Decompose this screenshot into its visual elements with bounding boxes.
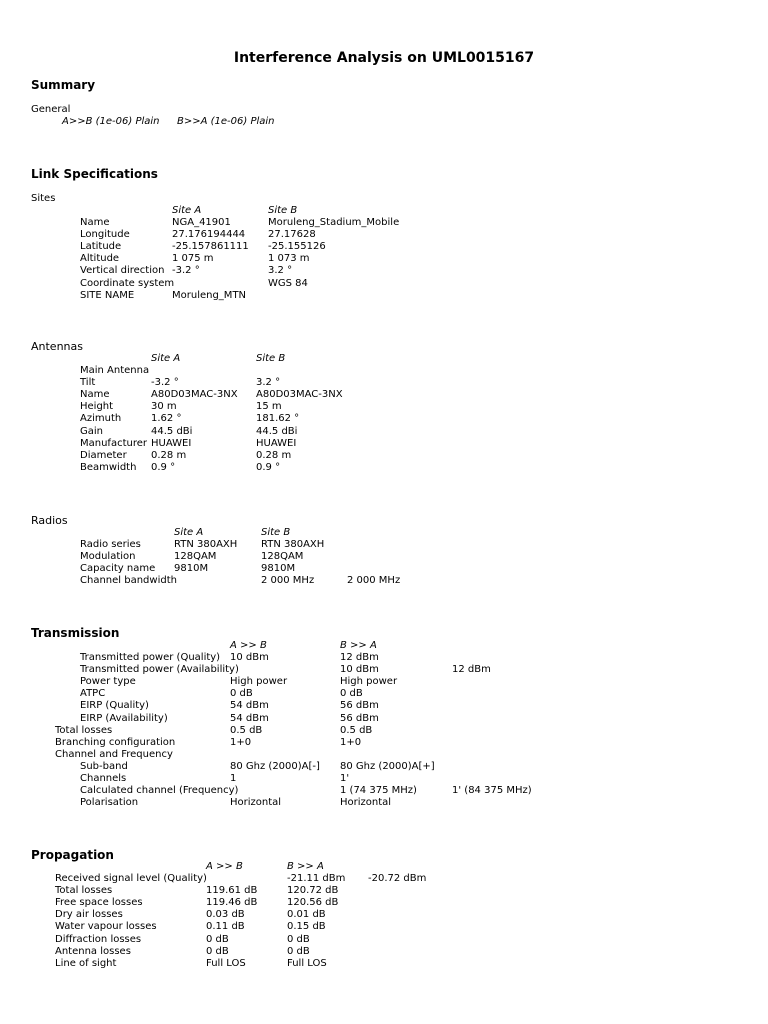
radios-row-b: 2 000 MHz [261,575,315,587]
sites-row-b: 27.17628 [268,229,316,241]
propagation-col-ab: A >> B [206,861,243,872]
sites-heading: Sites [31,193,56,204]
transmission-row-ba: 1 (74 375 MHz) [340,785,417,797]
antennas-col-a: Site A [151,353,181,364]
antennas-row-a: 0.9 ° [151,461,176,473]
antennas-row-label: Main Antenna [80,365,150,376]
transmission-row-ab: 54 dBm [230,712,269,724]
radios-col-a: Site A [174,527,204,538]
propagation-row-ba: 0.01 dB [287,909,326,921]
sites-row-label: Longitude [80,229,130,241]
transmission-row-label: Channels [80,773,127,784]
antennas-row-label: Height [80,401,114,413]
propagation-row-label: Received signal level (Quality) [55,873,207,884]
transmission-row-ab: High power [230,676,288,688]
transmission-row-label: Channel and Frequency [55,748,173,760]
general-label: General [31,104,71,115]
radios-row-b: RTN 380AXH [261,539,325,550]
antennas-row-b: 0.9 ° [256,461,281,473]
transmission-row-ab: 1 [230,773,237,784]
transmission-row-ab: 10 dBm [230,652,269,663]
antennas-row-label: Manufacturer [80,437,147,449]
sites-row-b: 3.2 ° [268,265,293,277]
radios-row-label: Capacity name [80,563,156,575]
propagation-row-label: Water vapour losses [55,921,157,933]
transmission-row-ab: 54 dBm [230,700,269,712]
sites-row-b: 1 073 m [268,253,310,265]
link-spec-heading: Link Specifications [31,167,158,181]
propagation-row-ba: 0 dB [287,945,310,957]
sites-row-b: WGS 84 [268,277,308,289]
propagation-row-label: Dry air losses [55,909,123,921]
propagation-row-ab: 119.61 dB [206,885,258,897]
propagation-row-extra: -20.72 dBm [368,873,427,884]
antennas-row-label: Azimuth [80,413,122,425]
antennas-col-b: Site B [256,353,286,364]
propagation-row-ab: 0.03 dB [206,909,245,921]
transmission-row-label: Total losses [55,724,113,736]
antennas-row-b: 0.28 m [256,449,292,461]
radios-row-c: 2 000 MHz [347,575,401,587]
radios-row-label: Radio series [80,539,141,550]
propagation-row-ba: 120.72 dB [287,885,339,897]
antennas-row-label: Beamwidth [80,461,137,473]
transmission-row-ba: 0 dB [340,688,363,700]
transmission-row-ba: 0.5 dB [340,724,373,736]
sites-row-a: -25.157861111 [172,241,249,253]
transmission-row-extra: 1' (84 375 MHz) [452,785,532,797]
transmission-row-ab: 80 Ghz (2000)A[-] [230,760,320,772]
transmission-row-ba: 12 dBm [340,652,379,663]
page-title: Interference Analysis on UML0015167 [233,50,535,66]
summary-ba: B>>A (1e-06) Plain [177,116,275,127]
antennas-row-a: -3.2 ° [151,377,179,389]
propagation-row-ba: -21.11 dBm [287,873,346,884]
transmission-row-ba: High power [340,676,398,688]
transmission-row-ba: 1+0 [340,736,362,748]
radios-row-b: 128QAM [261,551,304,563]
sites-row-label: Name [80,217,110,228]
transmission-row-ab: 1+0 [230,736,252,748]
transmission-row-ba: 10 dBm [340,664,379,676]
propagation-row-ab: 0.11 dB [206,921,245,933]
sites-row-label: Altitude [80,253,120,265]
transmission-row-label: Transmitted power (Availability) [80,664,239,676]
antennas-row-label: Diameter [80,449,127,461]
propagation-row-ba: 0.15 dB [287,921,326,933]
propagation-row-ab: 0 dB [206,933,229,945]
propagation-row-label: Free space losses [55,897,143,909]
propagation-row-ba: 120.56 dB [287,897,339,909]
antennas-row-label: Tilt [80,377,96,389]
radios-heading: Radios [31,514,68,527]
sites-row-a: 27.176194444 [172,229,246,241]
antennas-row-a: 1.62 ° [151,413,182,425]
sites-row-label: Vertical direction [80,265,165,277]
sites-row-a: Moruleng_MTN [172,289,247,301]
transmission-row-ba: 56 dBm [340,700,379,712]
sites-row-label: Latitude [80,241,122,253]
antennas-row-a: A80D03MAC-3NX [151,389,238,401]
propagation-row-ab: 0 dB [206,945,229,957]
radios-row-a: 128QAM [174,551,217,563]
antennas-row-a: 30 m [151,401,177,413]
radios-row-b: 9810M [261,563,296,575]
antennas-row-a: 0.28 m [151,449,187,461]
sites-row-a: -3.2 ° [172,265,200,277]
sites-row-a: NGA_41901 [172,217,231,228]
radios-row-label: Modulation [80,551,136,563]
transmission-row-extra: 12 dBm [452,664,491,676]
sites-row-b: Moruleng_Stadium_Mobile [268,217,400,228]
propagation-row-ab: Full LOS [206,957,246,969]
antennas-row-b: A80D03MAC-3NX [256,389,343,401]
propagation-row-label: Antenna losses [55,945,131,957]
antennas-row-a: 44.5 dBi [151,425,193,437]
transmission-row-ba: 80 Ghz (2000)A[+] [340,760,435,772]
transmission-row-label: Sub-band [80,760,128,772]
transmission-row-label: ATPC [80,688,106,700]
antennas-row-b: 3.2 ° [256,377,281,389]
antennas-row-b: 15 m [256,401,282,413]
propagation-row-ab: 119.46 dB [206,897,258,909]
transmission-row-label: Calculated channel (Frequency) [80,785,239,797]
transmission-row-label: EIRP (Quality) [80,700,149,712]
antennas-row-label: Gain [80,425,103,437]
transmission-row-ba: 1' [340,773,350,784]
antennas-row-a: HUAWEI [151,437,192,449]
propagation-row-ba: Full LOS [287,957,327,969]
transmission-row-ab: 0 dB [230,688,253,700]
radios-row-a: 9810M [174,563,209,575]
radios-col-b: Site B [261,527,291,538]
transmission-row-label: EIRP (Availability) [80,712,168,724]
sites-col-a: Site A [172,205,202,216]
transmission-row-ab: 0.5 dB [230,724,263,736]
sites-row-label: Coordinate system [80,277,175,289]
transmission-row-ba: Horizontal [340,797,392,809]
radios-row-label: Channel bandwidth [80,575,177,587]
propagation-heading: Propagation [31,848,114,862]
sites-row-a: 1 075 m [172,253,214,265]
antennas-row-b: HUAWEI [256,437,297,449]
transmission-row-ba: 56 dBm [340,712,379,724]
transmission-row-ab: Horizontal [230,797,282,809]
propagation-row-ba: 0 dB [287,933,310,945]
sites-col-b: Site B [268,205,298,216]
transmission-col-ab: A >> B [230,640,267,651]
summary-heading: Summary [31,78,96,92]
propagation-row-label: Total losses [55,885,113,897]
transmission-row-label: Power type [80,676,136,688]
antennas-row-label: Name [80,389,110,401]
sites-row-b: -25.155126 [268,241,326,253]
radios-row-a: RTN 380AXH [174,539,238,550]
transmission-row-label: Branching configuration [55,736,176,748]
summary-ab: A>>B (1e-06) Plain [62,116,160,127]
propagation-row-label: Line of sight [55,957,117,969]
transmission-row-label: Polarisation [80,797,139,809]
transmission-heading: Transmission [31,626,120,640]
antennas-heading: Antennas [31,340,83,353]
transmission-col-ba: B >> A [340,640,377,651]
transmission-row-label: Transmitted power (Quality) [80,652,221,663]
propagation-row-label: Diffraction losses [55,933,142,945]
antennas-row-b: 181.62 ° [256,413,300,425]
propagation-col-ba: B >> A [287,861,324,872]
sites-row-label: SITE NAME [80,289,135,301]
antennas-row-b: 44.5 dBi [256,425,298,437]
